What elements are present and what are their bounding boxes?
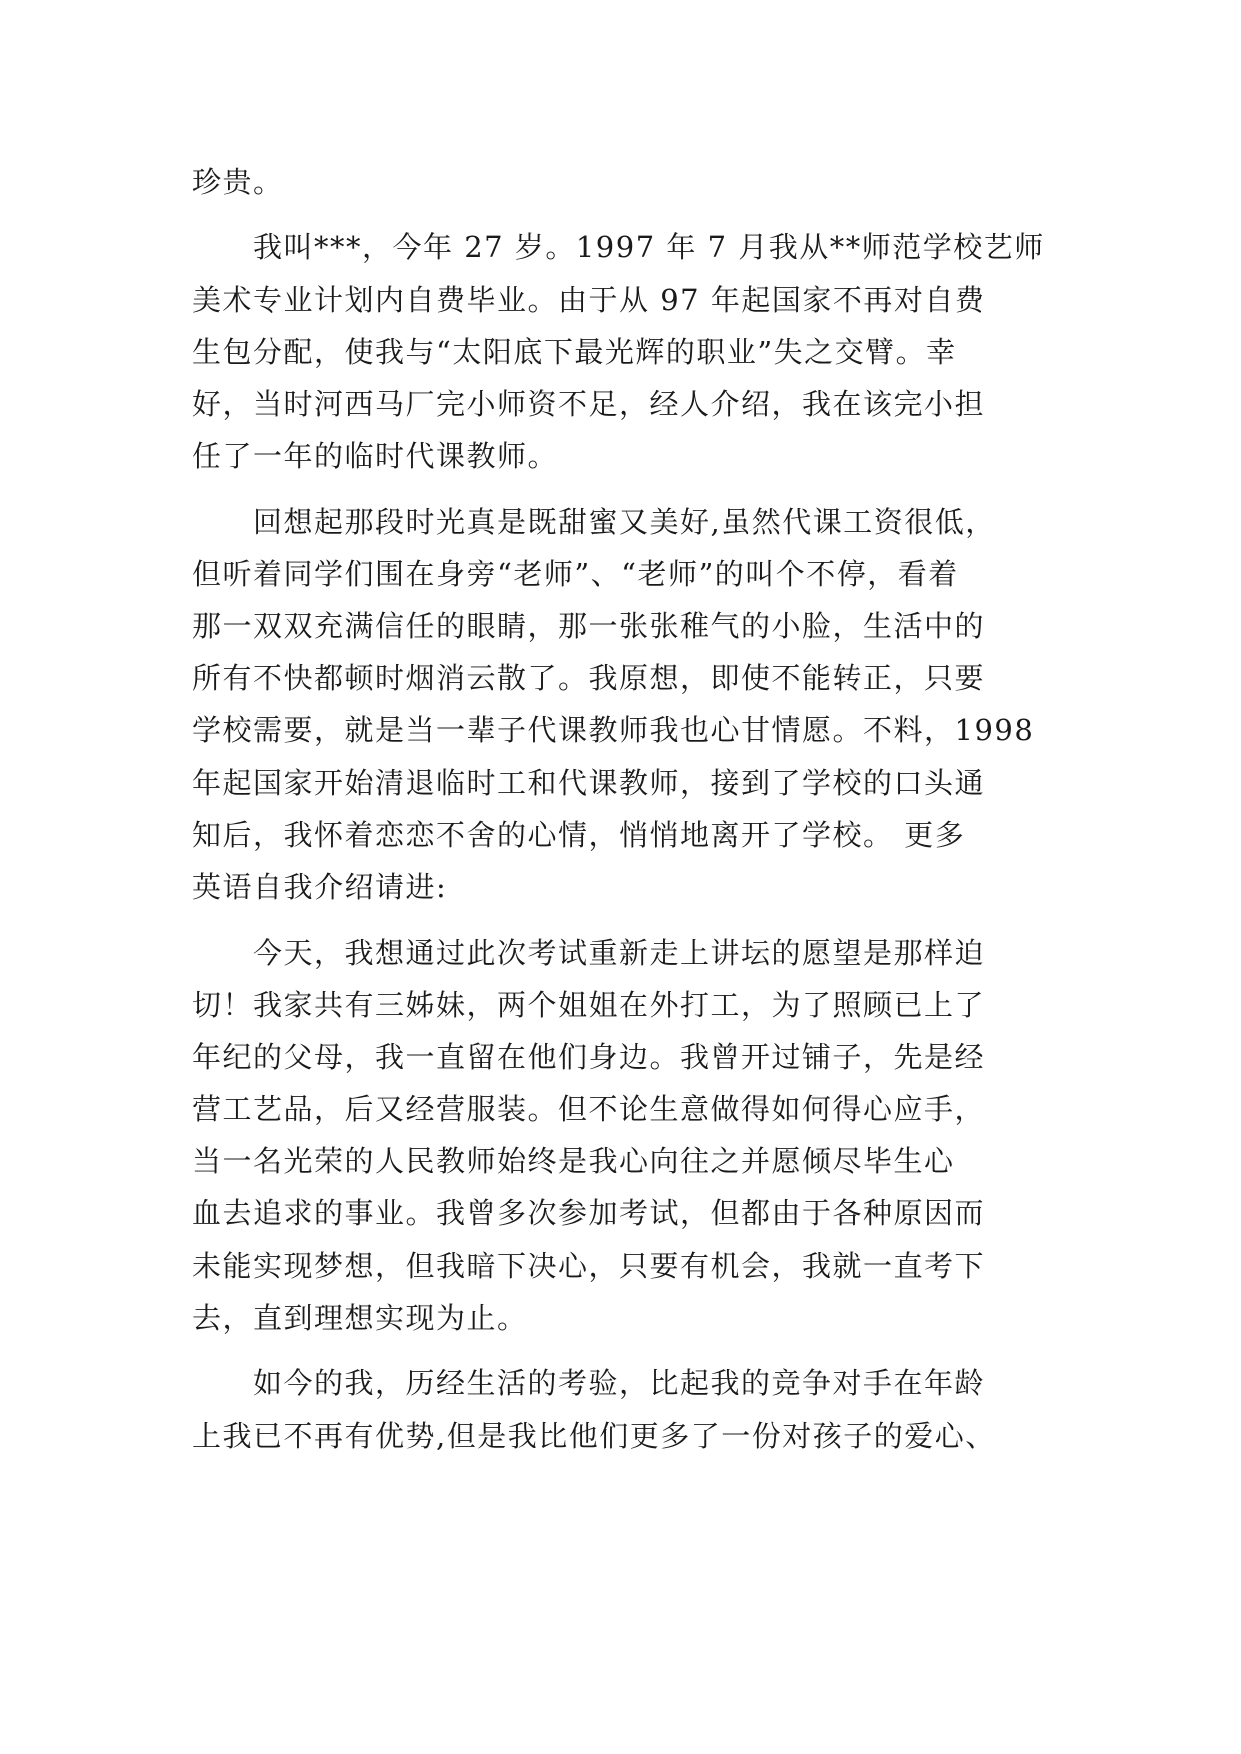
text-line: 切！我家共有三姊妹，两个姐姐在外打工，为了照顾已上了 — [192, 987, 986, 1022]
text-line: 如今的我，历经生活的考验，比起我的竞争对手在年龄 — [192, 1366, 986, 1401]
text-line: 那一双双充满信任的眼睛，那一张张稚气的小脸，生活中的 — [192, 609, 986, 644]
text-line: 回想起那段时光真是既甜蜜又美好,虽然代课工资很低， — [192, 504, 996, 539]
text-line: 未能实现梦想，但我暗下决心，只要有机会，我就一直考下 — [192, 1248, 986, 1283]
text-line: 但听着同学们围在身旁“老师”、“老师”的叫个不停，看着 — [192, 556, 959, 591]
text-line: 上我已不再有优势,但是我比他们更多了一份对孩子的爱心、 — [192, 1418, 996, 1453]
text-line: 年起国家开始清退临时工和代课教师，接到了学校的口头通 — [192, 765, 986, 800]
text-line: 我叫***，今年 27 岁。1997 年 7 月我从**师范学校艺师 — [192, 230, 1045, 265]
text-line: 所有不快都顿时烟消云散了。我原想，即使不能转正，只要 — [192, 661, 986, 696]
text-line: 血去追求的事业。我曾多次参加考试，但都由于各种原因而 — [192, 1196, 986, 1231]
text-line: 知后，我怀着恋恋不舍的心情，悄悄地离开了学校。 更多 — [192, 817, 966, 852]
text-line: 美术专业计划内自费毕业。由于从 97 年起国家不再对自费 — [192, 282, 986, 317]
text-line: 年纪的父母，我一直留在他们身边。我曾开过铺子，先是经 — [192, 1039, 986, 1074]
text-line: 生包分配，使我与“太阳底下最光辉的职业”失之交臂。幸 — [192, 334, 957, 369]
text-line: 学校需要，就是当一辈子代课教师我也心甘情愿。不料，1998 — [192, 713, 1035, 748]
paragraph — [192, 221, 1052, 482]
text-line: 去，直到理想实现为止。 — [192, 1300, 528, 1335]
paragraph — [192, 1357, 1052, 1461]
text-line: 好，当时河西马厂完小师资不足，经人介绍，我在该完小担 — [192, 387, 986, 422]
text-line: 今天，我想通过此次考试重新走上讲坛的愿望是那样迫 — [192, 935, 986, 970]
document-body — [192, 156, 1052, 1462]
text-line: 营工艺品，后又经营服装。但不论生意做得如何得心应手， — [192, 1092, 986, 1127]
text-line: 任了一年的临时代课教师。 — [192, 439, 559, 474]
paragraph — [192, 156, 1052, 208]
text-line: 当一名光荣的人民教师始终是我心向往之并愿倾尽毕生心 — [192, 1144, 955, 1179]
text-line: 珍贵。 — [192, 165, 284, 199]
paragraph — [192, 496, 1052, 914]
text-line: 英语自我介绍请进: — [192, 870, 448, 905]
paragraph — [192, 927, 1052, 1345]
